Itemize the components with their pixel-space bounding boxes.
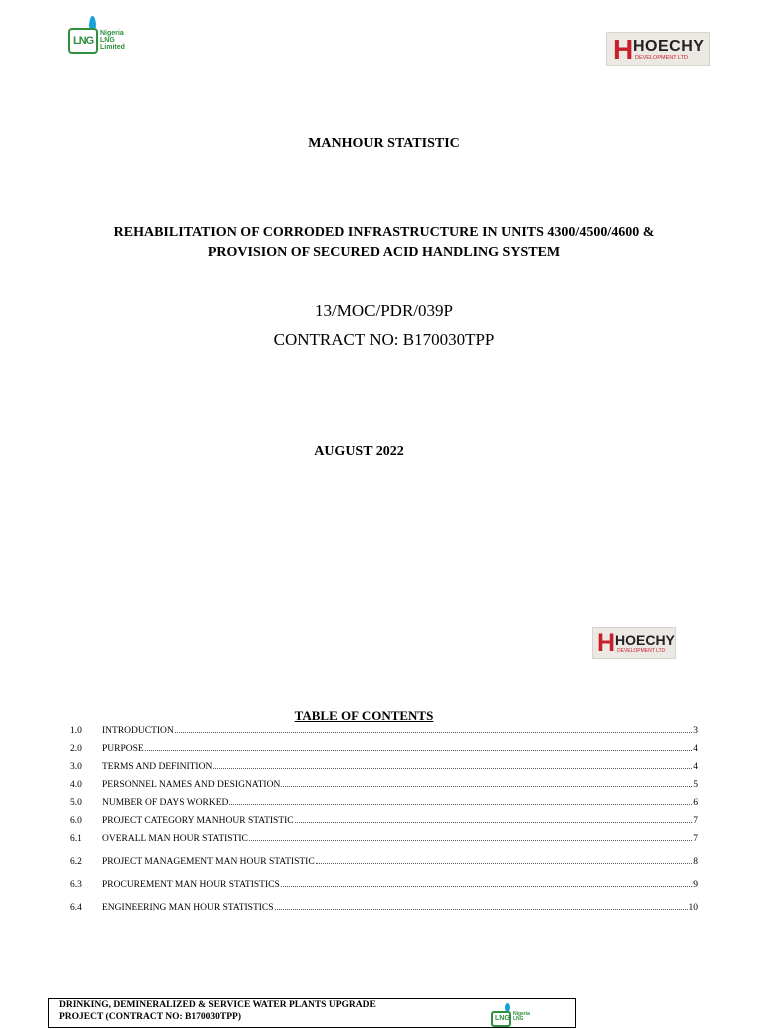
nlng-mark-text: LNG (73, 35, 94, 47)
toc-leader (145, 750, 693, 751)
toc-number: 1.0 (70, 726, 82, 736)
footer-line2: PROJECT (CONTRACT NO: B170030TPP) (59, 1012, 242, 1022)
toc-item[interactable] (70, 903, 698, 916)
toc-page: 8 (693, 857, 698, 867)
toc-page: 5 (693, 780, 698, 790)
toc-leader (275, 909, 688, 910)
hoechy-name: HOECHY (633, 38, 705, 55)
toc-page: 9 (693, 880, 698, 890)
nlng-logo (68, 16, 132, 60)
footer-line1: DRINKING, DEMINERALIZED & SERVICE WATER PLANTS UPGRADE (59, 1000, 376, 1010)
toc-label: PROJECT CATEGORY MANHOUR STATISTIC (102, 816, 294, 826)
toc-leader (229, 804, 692, 805)
hoechy-h-mark: H (597, 629, 616, 657)
toc-leader (213, 768, 692, 769)
toc-number: 6.1 (70, 834, 82, 844)
toc-leader (295, 822, 693, 823)
document-heading: MANHOUR STATISTIC (308, 136, 460, 151)
toc-page: 7 (693, 816, 698, 826)
toc-page: 7 (693, 834, 698, 844)
toc-label: NUMBER OF DAYS WORKED (102, 798, 229, 808)
toc-leader (175, 732, 692, 733)
toc-label: PROCUREMENT MAN HOUR STATISTICS (102, 880, 280, 890)
hoechy-subtitle: DEVELOPMENT LTD (617, 648, 666, 654)
document-date: AUGUST 2022 (314, 444, 404, 459)
toc-label: TERMS AND DEFINITION (102, 762, 213, 772)
nlng-logo-label (100, 30, 125, 51)
toc-item[interactable] (70, 744, 698, 757)
project-title-line2: PROVISION OF SECURED ACID HANDLING SYSTEM (207, 245, 561, 260)
toc-item[interactable] (70, 834, 698, 847)
nlng-mark (491, 1011, 511, 1027)
hoechy-name: HOECHY (615, 632, 675, 648)
toc-leader (316, 863, 693, 864)
nlng-mark (68, 28, 98, 54)
toc-number: 3.0 (70, 762, 82, 772)
toc-page: 6 (693, 798, 698, 808)
project-title-line1: REHABILITATION OF CORRODED INFRASTRUCTURE IN UNITS 4300/4500/4600 & (113, 225, 655, 240)
toc-number: 6.0 (70, 816, 82, 826)
footer-nlng-logo (491, 1003, 541, 1029)
toc-number: 6.4 (70, 903, 82, 913)
toc-number: 2.0 (70, 744, 82, 754)
toc-item[interactable] (70, 762, 698, 775)
nlng-label-line2: LNG (513, 1016, 524, 1022)
toc-number: 5.0 (70, 798, 82, 808)
toc-item[interactable] (70, 726, 698, 739)
toc-leader (249, 840, 692, 841)
toc-number: 6.2 (70, 857, 82, 867)
nlng-label-line1: Nigeria (513, 1011, 530, 1017)
toc-item[interactable] (70, 857, 698, 870)
hoechy-subtitle: DEVELOPMENT LTD (635, 55, 688, 61)
toc-leader (281, 786, 692, 787)
toc-page: 4 (693, 762, 698, 772)
nlng-mark-text: LNG (495, 1015, 510, 1022)
toc-page: 10 (688, 903, 698, 913)
toc-item[interactable] (70, 780, 698, 793)
toc-label: PROJECT MANAGEMENT MAN HOUR STATISTIC (102, 857, 315, 867)
toc-title: TABLE OF CONTENTS (294, 708, 434, 723)
toc-page: 3 (693, 726, 698, 736)
toc-item[interactable] (70, 816, 698, 829)
toc-label: OVERALL MAN HOUR STATISTIC (102, 834, 248, 844)
toc-number: 4.0 (70, 780, 82, 790)
nlng-logo-label (513, 1012, 530, 1022)
hoechy-h-mark: H (613, 34, 634, 65)
hoechy-logo-top (606, 32, 710, 66)
nlng-label-line1: Nigeria (100, 30, 124, 37)
toc-label: PURPOSE (102, 744, 144, 754)
toc-label: INTRODUCTION (102, 726, 174, 736)
contract-number: CONTRACT NO: B170030TPP (273, 330, 495, 349)
toc-item[interactable] (70, 798, 698, 811)
hoechy-logo-mid (592, 627, 676, 659)
nlng-label-line2: LNG (100, 37, 115, 44)
toc-leader (281, 886, 693, 887)
nlng-label-line3: Limited (100, 44, 125, 51)
toc-item[interactable] (70, 880, 698, 893)
document-reference: 13/MOC/PDR/039P (315, 301, 453, 320)
toc-label: PERSONNEL NAMES AND DESIGNATION (102, 780, 281, 790)
toc-label: ENGINEERING MAN HOUR STATISTICS (102, 903, 274, 913)
toc-number: 6.3 (70, 880, 82, 890)
toc-page: 4 (693, 744, 698, 754)
